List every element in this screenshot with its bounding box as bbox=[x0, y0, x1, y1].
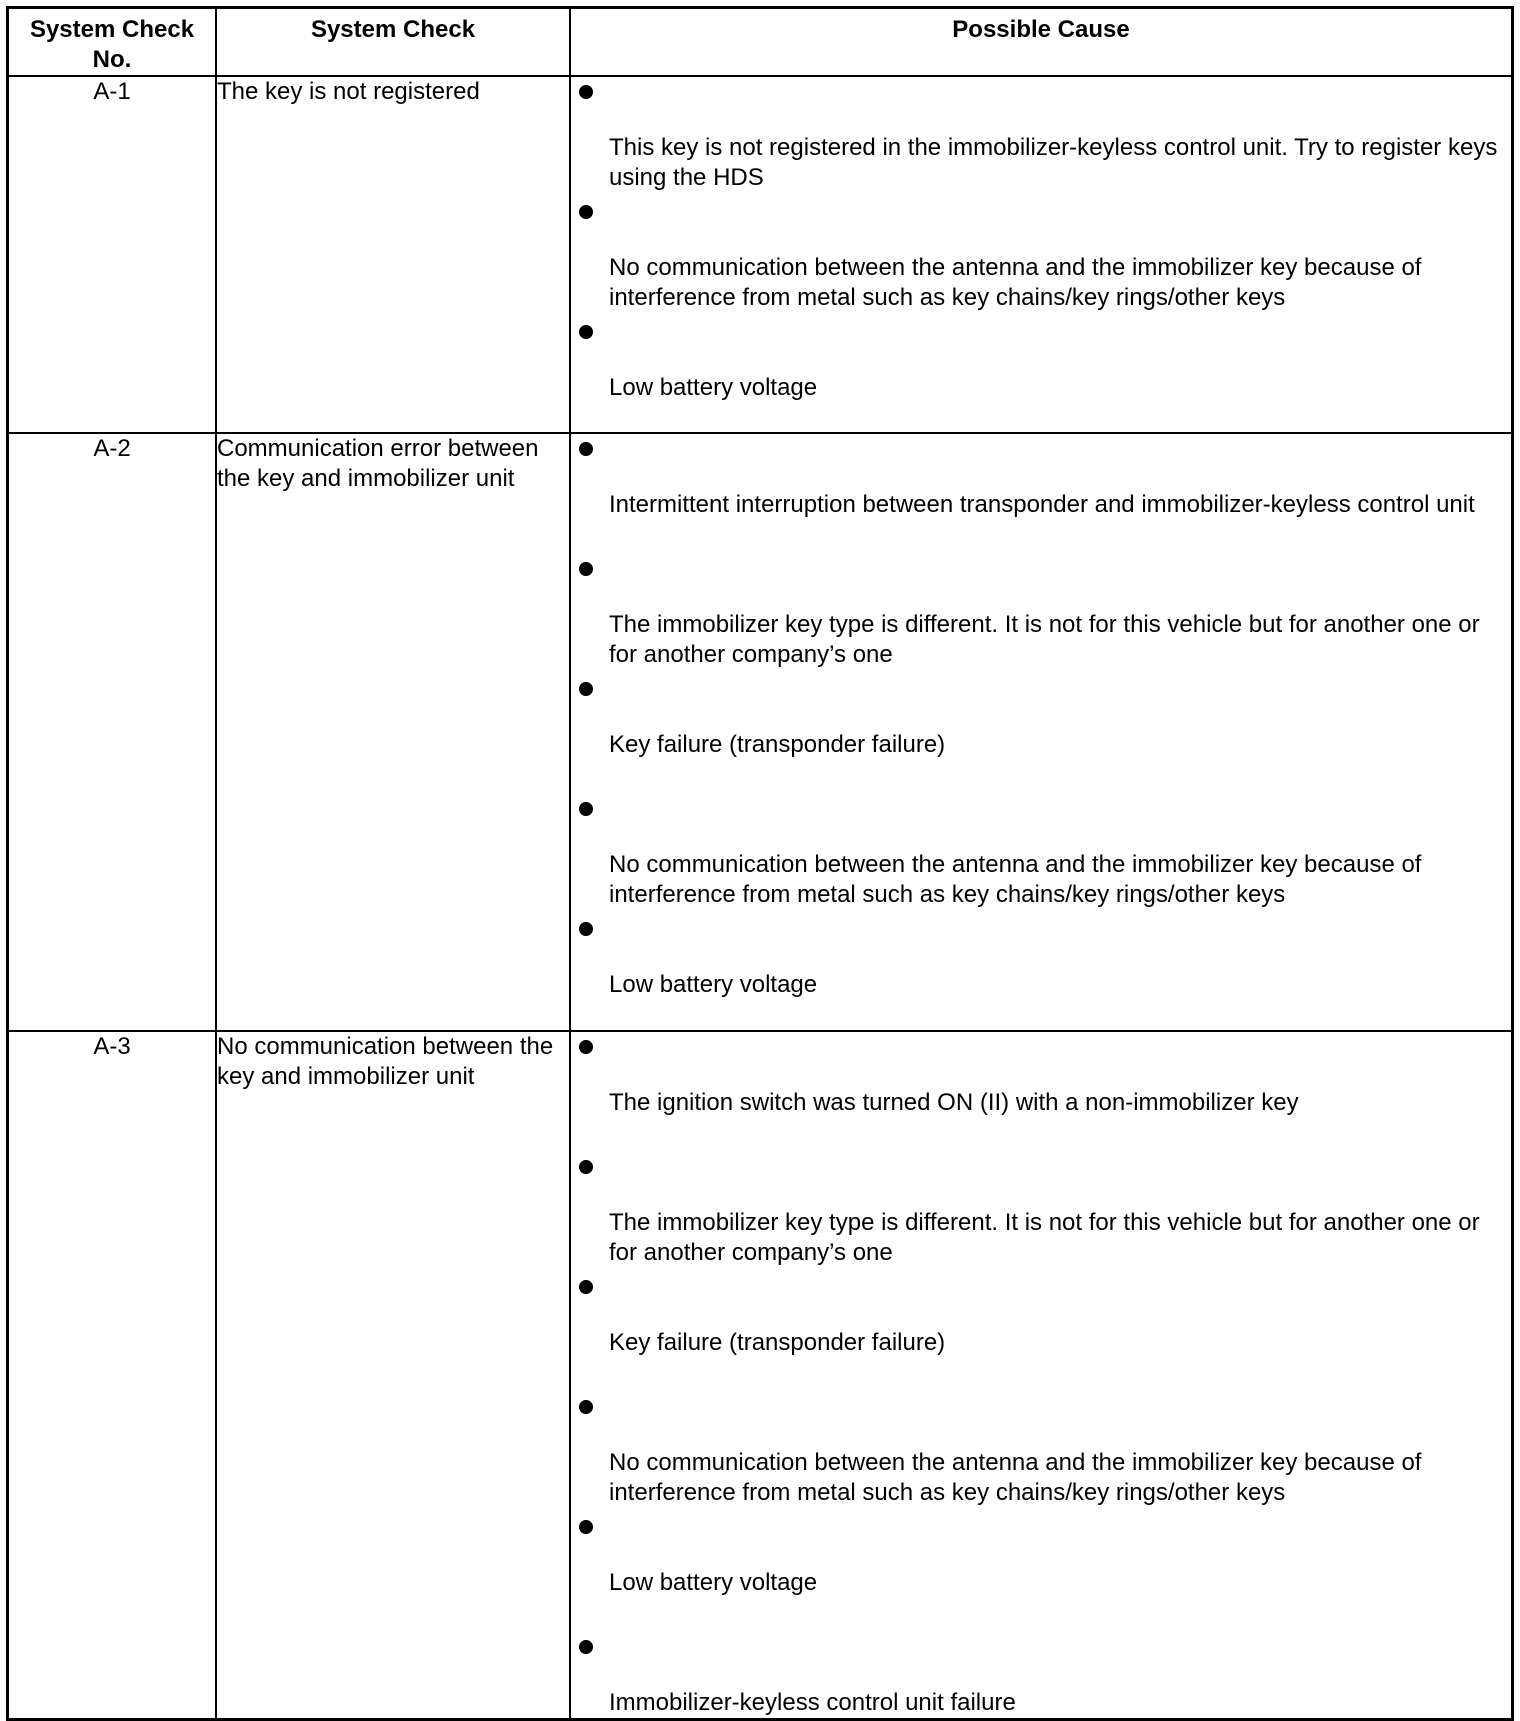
bullet-icon bbox=[579, 682, 593, 696]
header-possible-cause: Possible Cause bbox=[570, 8, 1513, 77]
system-check-no: A-1 bbox=[8, 76, 217, 433]
system-check-table bbox=[6, 6, 1514, 1721]
cause-item bbox=[571, 205, 1511, 313]
bullet-icon bbox=[579, 1040, 593, 1054]
system-check-description: Communication error between the key and immobilizer unit bbox=[216, 433, 570, 1031]
cause-item bbox=[571, 1400, 1511, 1508]
bullet-icon bbox=[579, 325, 593, 339]
cause-text: Immobilizer-keyless control unit failure bbox=[609, 1689, 1016, 1716]
cause-text: No communication between the antenna and the immobilizer key because of interference from metal such as key chains/key rings/other keys bbox=[609, 851, 1422, 908]
possible-cause-cell bbox=[570, 433, 1513, 1031]
cause-item bbox=[571, 1160, 1511, 1268]
cause-item bbox=[571, 922, 1511, 1000]
cause-text: Key failure (transponder failure) bbox=[609, 1329, 946, 1356]
bullet-icon bbox=[579, 1400, 593, 1414]
table-row bbox=[8, 1031, 1513, 1720]
bullet-icon bbox=[579, 562, 593, 576]
bullet-icon bbox=[579, 1160, 593, 1174]
system-check-description: No communication between the key and immobilizer unit bbox=[216, 1031, 570, 1720]
cause-text: The immobilizer key type is different. It is not for this vehicle but for another one or for another company’s one bbox=[609, 611, 1480, 668]
cause-item bbox=[571, 1640, 1511, 1718]
cause-item bbox=[571, 682, 1511, 790]
cause-item bbox=[571, 562, 1511, 670]
bullet-icon bbox=[579, 922, 593, 936]
bullet-icon bbox=[579, 1520, 593, 1534]
table-header-row bbox=[8, 8, 1513, 77]
cause-text: Intermittent interruption between transponder and immobilizer-keyless control unit bbox=[609, 491, 1475, 518]
bullet-icon bbox=[579, 85, 593, 99]
possible-cause-cell bbox=[570, 76, 1513, 433]
system-check-no: A-3 bbox=[8, 1031, 217, 1720]
cause-text: The immobilizer key type is different. It is not for this vehicle but for another one or for another company’s one bbox=[609, 1209, 1480, 1266]
bullet-icon bbox=[579, 1640, 593, 1654]
cause-item bbox=[571, 802, 1511, 910]
cause-text: Low battery voltage bbox=[609, 374, 818, 401]
bullet-icon bbox=[579, 802, 593, 816]
cause-item bbox=[571, 325, 1511, 403]
cause-text: Key failure (transponder failure) bbox=[609, 731, 946, 758]
system-check-description: The key is not registered bbox=[216, 76, 570, 433]
cause-text: This key is not registered in the immobilizer-keyless control unit. Try to register keys using the HDS bbox=[609, 134, 1498, 191]
header-system-check: System Check bbox=[216, 8, 570, 77]
possible-cause-cell bbox=[570, 1031, 1513, 1720]
system-check-no: A-2 bbox=[8, 433, 217, 1031]
cause-text: No communication between the antenna and the immobilizer key because of interference from metal such as key chains/key rings/other keys bbox=[609, 1449, 1422, 1506]
cause-text: Low battery voltage bbox=[609, 971, 818, 998]
cause-text: No communication between the antenna and the immobilizer key because of interference from metal such as key chains/key rings/other keys bbox=[609, 254, 1422, 311]
table-row bbox=[8, 433, 1513, 1031]
header-system-check-no: System Check No. bbox=[8, 8, 217, 77]
cause-text: Low battery voltage bbox=[609, 1569, 818, 1596]
cause-item bbox=[571, 85, 1511, 193]
table-row bbox=[8, 76, 1513, 433]
cause-text: The ignition switch was turned ON (II) with a non-immobilizer key bbox=[609, 1089, 1299, 1116]
cause-item bbox=[571, 442, 1511, 550]
cause-item bbox=[571, 1280, 1511, 1388]
bullet-icon bbox=[579, 205, 593, 219]
cause-item bbox=[571, 1040, 1511, 1148]
bullet-icon bbox=[579, 442, 593, 456]
bullet-icon bbox=[579, 1280, 593, 1294]
cause-item bbox=[571, 1520, 1511, 1628]
